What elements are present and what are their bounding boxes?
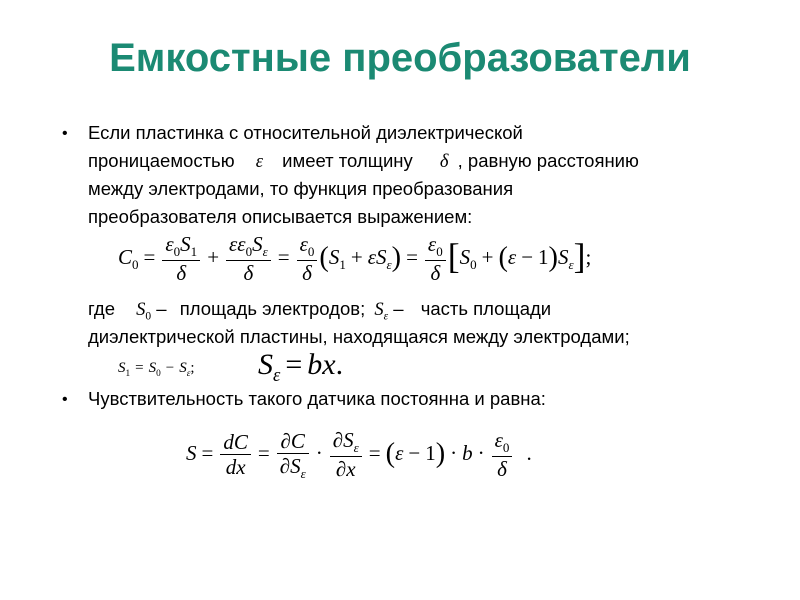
paragraph-line: между электродами, то функция преобразования xyxy=(88,178,514,199)
paragraph-line: преобразователя описывается выражением: xyxy=(88,206,473,227)
area-relation-equation: $S_1 = S_0 - S_\varepsilon$; xyxy=(118,360,195,379)
s0-symbol: $S_0$ xyxy=(136,300,152,323)
slide-title: Емкостные преобразователи xyxy=(109,36,691,80)
paragraph-line: диэлектрической пластины, находящаяся между электродами; xyxy=(88,326,630,347)
text-fragment: , равную расстоянию xyxy=(457,150,639,171)
capacitance-equation: $C_0$ = $\frac{\varepsilon_0S_1}{\delta}$ + $\frac{\varepsilon\varepsilon_0S_\varepsilon}{\delta}$ = $\frac{\varepsilon_0}{\delta}$ $(S_1 + \varepsilon S_\varepsilon)$ = $\frac{\varepsilon_0}{\delta}$ $[S_0 + (\varepsilon - 1)S_\varepsilon]$; xyxy=(118,232,592,286)
dash: – xyxy=(156,298,167,319)
dielectric-area-equation: $S_\varepsilon$ = bx. xyxy=(258,348,344,386)
se-symbol: $S_\varepsilon$ xyxy=(374,300,389,323)
paragraph-line xyxy=(88,147,639,176)
dash: – xyxy=(393,298,404,319)
text-fragment: площадь электродов; xyxy=(179,298,366,319)
bullet-marker: • xyxy=(62,125,68,142)
delta-symbol: δ xyxy=(439,152,449,172)
bullet-marker: • xyxy=(62,391,68,408)
paragraph-line: Если пластинка с относительной диэлектрической xyxy=(88,122,523,143)
text-fragment: где xyxy=(88,298,116,319)
sensitivity-equation: S = $\frac{dC}{dx}$ = $\frac{\partial C}{\partial S_\varepsilon}$ · $\frac{\partial S_\varepsilon}{\partial x}$ = (ε − 1) · b · $\frac{\varepsilon_0}{\delta}$ . xyxy=(186,428,532,482)
text-fragment: имеет толщину xyxy=(282,150,413,171)
text-fragment: часть площади xyxy=(420,298,552,319)
text-fragment: проницаемостью xyxy=(88,150,235,171)
epsilon-symbol: ε xyxy=(255,152,264,172)
paragraph-line: Чувствительность такого датчика постоянна и равна: xyxy=(88,388,546,409)
